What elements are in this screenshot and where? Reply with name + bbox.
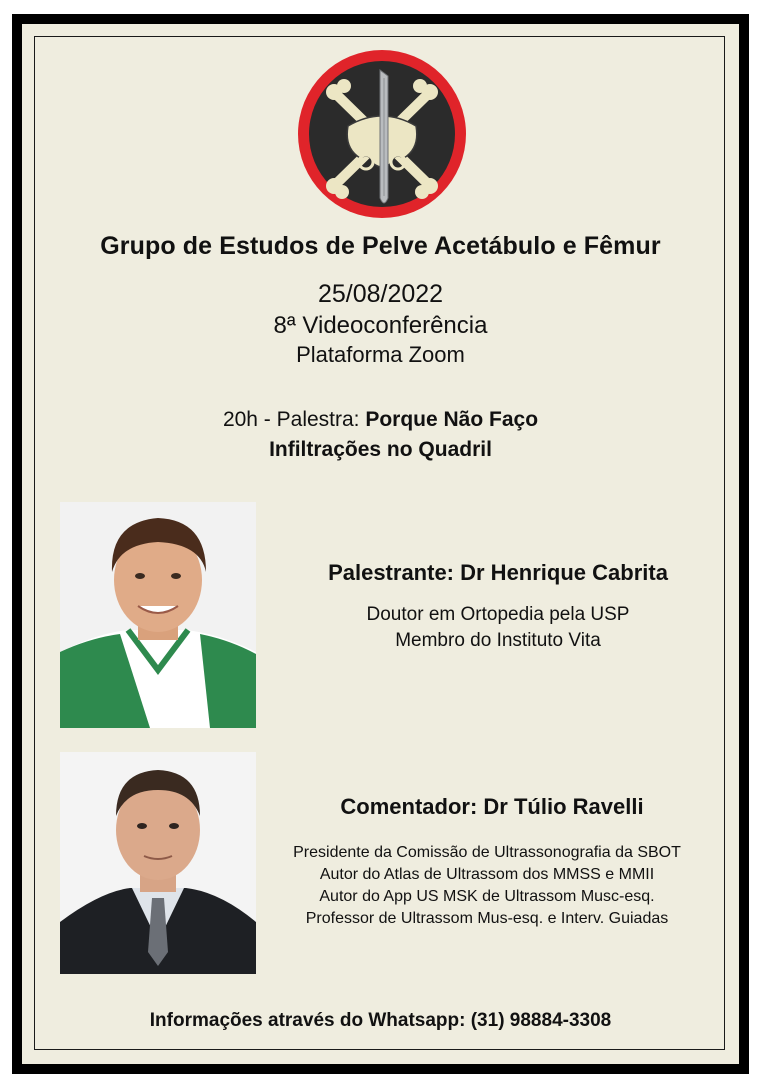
speaker-credential-2: Membro do Instituto Vita	[395, 630, 601, 651]
commentator-credential-1: Presidente da Comissão de Ultrassonografia da SBOT	[293, 844, 681, 861]
talk-title-part1: Porque Não Faço	[365, 408, 539, 431]
speaker-credential-1: Doutor em Ortopedia pela USP	[366, 604, 630, 625]
platform-name: Plataforma Zoom	[296, 342, 465, 367]
commentator-credential-4: Professor de Ultrassom Mus-esq. e Interv. Guiadas	[305, 910, 669, 927]
talk-line-1	[22, 408, 739, 432]
talk-prefix: 20h - Palestra:	[222, 408, 366, 431]
commentator-credential-3: Autor do App US MSK de Ultrassom Musc-esq.	[319, 888, 655, 905]
group-logo-icon	[296, 48, 468, 220]
commentator-credential-2: Autor do Atlas de Ultrassom dos MMSS e MMII	[319, 866, 655, 883]
commentator-photo	[60, 752, 256, 974]
poster-frame	[12, 14, 749, 1074]
speaker-label: Palestrante: Dr Henrique Cabrita	[328, 560, 668, 585]
commentator-label: Comentador: Dr Túlio Ravelli	[340, 794, 644, 819]
conference-number: 8ª Videoconferência	[273, 312, 488, 339]
poster-panel	[22, 24, 739, 1064]
talk-title-part2: Infiltrações no Quadril	[269, 438, 492, 461]
contact-footer: Informações através do Whatsapp: (31) 98884-3308	[149, 1010, 612, 1031]
event-title: Grupo de Estudos de Pelve Acetábulo e Fêmur	[100, 232, 661, 260]
event-date: 25/08/2022	[317, 280, 444, 308]
speaker-photo	[60, 502, 256, 728]
